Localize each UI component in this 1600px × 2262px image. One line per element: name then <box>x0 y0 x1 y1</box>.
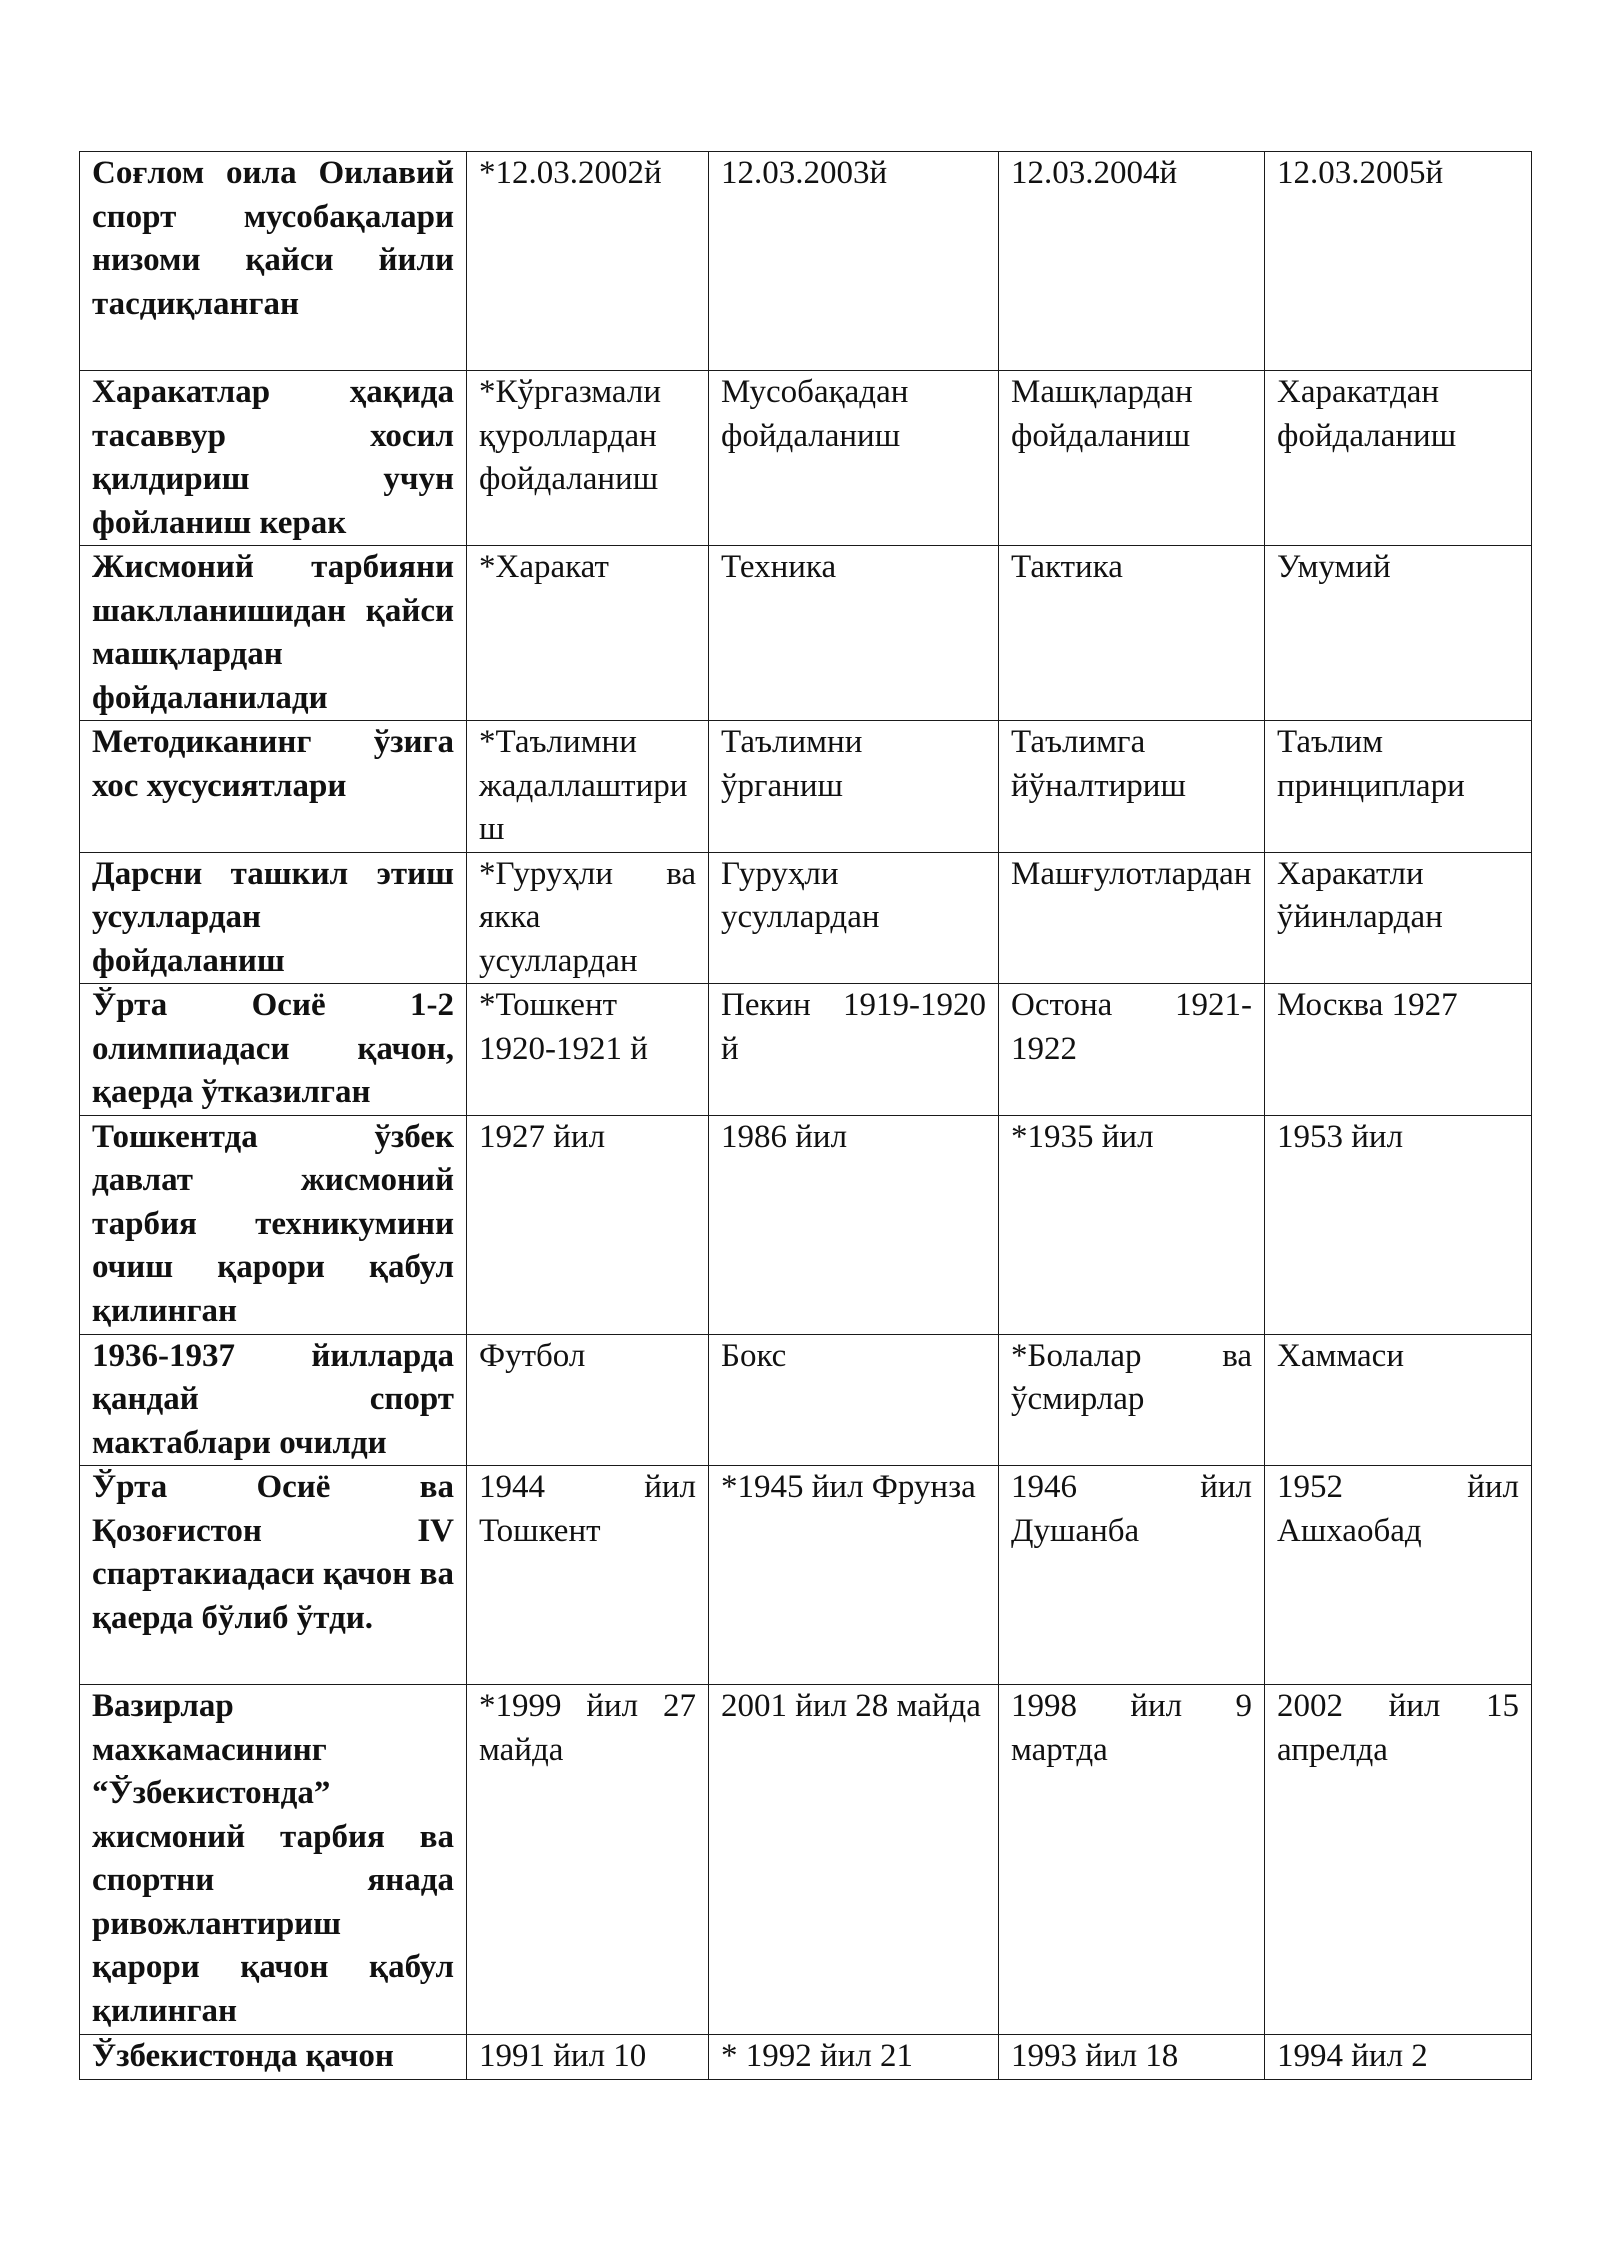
table-row <box>80 852 1532 984</box>
answer-cell: 1993 йил 18 <box>999 2035 1265 2080</box>
question-cell: Тошкентда ўзбек давлат жисмоний тарбия техникумини очиш қарори қабул қилинган <box>80 1115 467 1334</box>
answer-cell: Техника <box>709 546 999 721</box>
answer-cell: 12.03.2005й <box>1265 152 1532 371</box>
answer-cell: 1994 йил 2 <box>1265 2035 1532 2080</box>
table-row <box>80 721 1532 853</box>
answer-cell: Гуруҳли усуллардан <box>709 852 999 984</box>
answer-cell: 1927 йил <box>467 1115 709 1334</box>
table-row <box>80 1466 1532 1685</box>
answer-cell: Харакатдан фойдаланиш <box>1265 371 1532 546</box>
question-cell: Методиканинг ўзига хос хусусиятлари <box>80 721 467 853</box>
answer-cell: Остона 1921-1922 <box>999 984 1265 1116</box>
quiz-table <box>79 151 1532 2080</box>
answer-cell: 1998 йил 9 мартда <box>999 1685 1265 2035</box>
answer-cell: 1946 йил Душанба <box>999 1466 1265 1685</box>
table-row <box>80 371 1532 546</box>
answer-cell: 1952 йил Ашхаобад <box>1265 1466 1532 1685</box>
answer-cell: 1944 йил Тошкент <box>467 1466 709 1685</box>
table-row <box>80 1115 1532 1334</box>
question-cell: 1936-1937 йилларда қандай спорт мактаблари очилди <box>80 1334 467 1466</box>
answer-cell: *Таълимни жадаллаштириш <box>467 721 709 853</box>
question-cell: Дарсни ташкил этиш усуллардан фойдаланиш <box>80 852 467 984</box>
answer-cell: *Болалар ва ўсмирлар <box>999 1334 1265 1466</box>
answer-cell: 2002 йил 15 апрелда <box>1265 1685 1532 2035</box>
answer-cell: Москва 1927 <box>1265 984 1532 1116</box>
answer-cell: 1991 йил 10 <box>467 2035 709 2080</box>
answer-cell: Умумий <box>1265 546 1532 721</box>
answer-cell: *12.03.2002й <box>467 152 709 371</box>
question-cell: Ўрта Осиё 1-2 олимпиадаси қачон, қаерда ўтказилган <box>80 984 467 1116</box>
answer-cell: 1986 йил <box>709 1115 999 1334</box>
answer-cell: Машғулотлардан <box>999 852 1265 984</box>
table-row <box>80 2035 1532 2080</box>
table-row <box>80 1685 1532 2035</box>
answer-cell: Футбол <box>467 1334 709 1466</box>
table-row <box>80 152 1532 371</box>
answer-cell: *Гуруҳли ва якка усуллардан <box>467 852 709 984</box>
answer-cell: Таълимга йўналтириш <box>999 721 1265 853</box>
answer-cell: Тактика <box>999 546 1265 721</box>
table-row <box>80 546 1532 721</box>
answer-cell: *1999 йил 27 майда <box>467 1685 709 2035</box>
answer-cell: * 1992 йил 21 <box>709 2035 999 2080</box>
answer-cell: Харакатли ўйинлардан <box>1265 852 1532 984</box>
answer-cell: 12.03.2003й <box>709 152 999 371</box>
question-cell: Вазирлар махкамасининг “Ўзбекистонда” жисмоний тарбия ва спортни янада ривожлантириш қарори қачон қабул қилинган <box>80 1685 467 2035</box>
answer-cell: Мусобақадан фойдаланиш <box>709 371 999 546</box>
question-cell: Ўзбекистонда қачон <box>80 2035 467 2080</box>
question-cell: Жисмоний тарбияни шаклланишидан қайси машқлардан фойдаланилади <box>80 546 467 721</box>
table-row <box>80 984 1532 1116</box>
question-cell: Ўрта Осиё ва Қозоғистон IV спартакиадаси қачон ва қаерда бўлиб ўтди. <box>80 1466 467 1685</box>
answer-cell: *Харакат <box>467 546 709 721</box>
answer-cell: 2001 йил 28 майда <box>709 1685 999 2035</box>
answer-cell: Таълим принциплари <box>1265 721 1532 853</box>
question-cell: Соғлом оила Оилавий спорт мусобақалари низоми қайси йили тасдиқланган <box>80 152 467 371</box>
answer-cell: 1953 йил <box>1265 1115 1532 1334</box>
answer-cell: Таълимни ўрганиш <box>709 721 999 853</box>
question-cell: Харакатлар ҳақида тасаввур хосил қилдириш учун фойланиш керак <box>80 371 467 546</box>
answer-cell: *1935 йил <box>999 1115 1265 1334</box>
answer-cell: *1945 йил Фрунза <box>709 1466 999 1685</box>
answer-cell: Пекин 1919-1920 й <box>709 984 999 1116</box>
answer-cell: Машқлардан фойдаланиш <box>999 371 1265 546</box>
answer-cell: *Тошкент 1920-1921 й <box>467 984 709 1116</box>
table-row <box>80 1334 1532 1466</box>
answer-cell: 12.03.2004й <box>999 152 1265 371</box>
answer-cell: Бокс <box>709 1334 999 1466</box>
answer-cell: Хаммаси <box>1265 1334 1532 1466</box>
answer-cell: *Кўргазмали қуроллардан фойдаланиш <box>467 371 709 546</box>
